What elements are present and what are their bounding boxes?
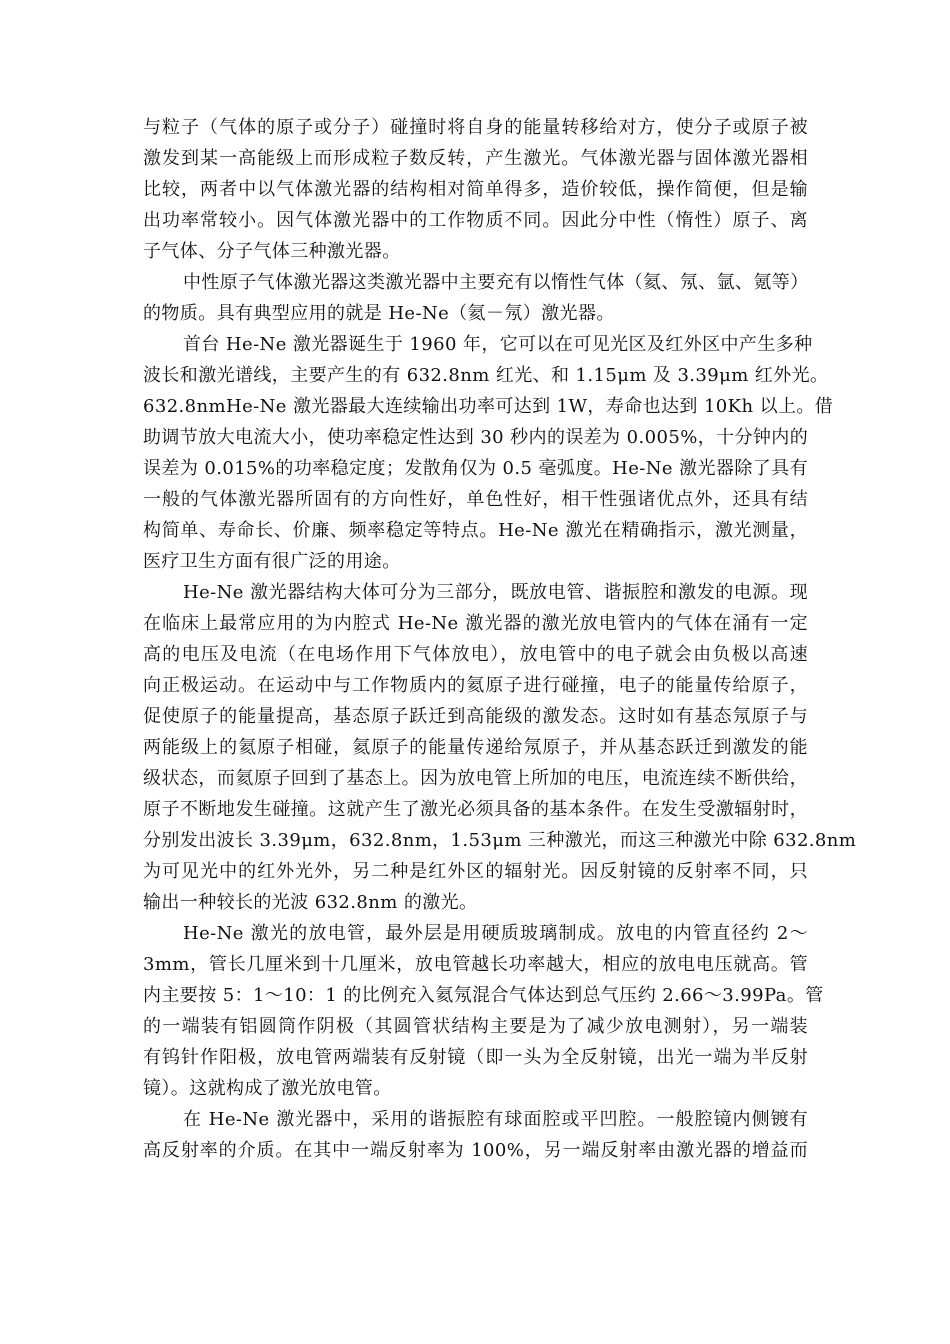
paragraph-first-he-ne-laser <box>143 329 834 577</box>
text-line: 在临床上最常应用的为内腔式 He-Ne 激光器的激光放电管内的气体在涌有一定 <box>143 613 808 634</box>
text-line: 子气体、分子气体三种激光器。 <box>143 241 401 262</box>
text-line: 的物质。具有典型应用的就是 He-Ne（氦－氖）激光器。 <box>143 303 615 324</box>
text-line: 构简单、寿命长、价廉、频率稳定等特点。He-Ne 激光在精确指示，激光测量， <box>143 520 808 541</box>
text-line: 波长和激光谱线，主要产生的有 632.8nm 红光、和 1.15μm 及 3.39μm 红外光。 <box>143 365 829 386</box>
document-body <box>143 112 857 1166</box>
paragraph-discharge-tube <box>143 918 824 1104</box>
text-line: 为可见光中的红外光外，另二种是红外区的辐射光。因反射镜的反射率不同，只 <box>143 861 808 882</box>
text-line: 输出一种较长的光波 632.8nm 的激光。 <box>143 892 478 913</box>
text-line: 出功率常较小。因气体激光器中的工作物质不同。因此分中性（惰性）原子、离 <box>143 210 808 231</box>
text-line: 有钨针作阳极，放电管两端装有反射镜（即一头为全反射镜，出光一端为半反射 <box>143 1047 808 1068</box>
text-line: 632.8nmHe-Ne 激光器最大连续输出功率可达到 1W，寿命也达到 10Kh 以上。借 <box>143 396 834 417</box>
text-line: 助调节放大电流大小，使功率稳定性达到 30 秒内的误差为 0.005%，十分钟内的 <box>143 427 809 448</box>
text-line: 镜）。这就构成了激光放电管。 <box>143 1078 392 1099</box>
paragraph-gas-laser-intro <box>143 112 808 267</box>
text-line: 中性原子气体激光器这类激光器中主要充有以惰性气体（氦、氖、氩、氪等） <box>183 272 809 293</box>
text-line: 高反射率的介质。在其中一端反射率为 100%，另一端反射率由激光器的增益而 <box>143 1140 808 1161</box>
text-line: 在 He-Ne 激光器中，采用的谐振腔有球面腔或平凹腔。一般腔镜内侧镀有 <box>183 1109 808 1130</box>
text-line: 两能级上的氦原子相碰，氦原子的能量传递给氖原子，并从基态跃迁到激发的能 <box>143 737 808 758</box>
text-line: 激发到某一高能级上而形成粒子数反转，产生激光。气体激光器与固体激光器相 <box>143 148 808 169</box>
text-line: 误差为 0.015%的功率稳定度；发散角仅为 0.5 毫弧度。He-Ne 激光器除了具有 <box>143 458 808 479</box>
text-line: 比较，两者中以气体激光器的结构相对简单得多，造价较低，操作简便，但是输 <box>143 179 808 200</box>
text-line: He-Ne 激光的放电管，最外层是用硬质玻璃制成。放电的内管直径约 2～ <box>183 923 808 944</box>
text-line: He-Ne 激光器结构大体可分为三部分，既放电管、谐振腔和激发的电源。现 <box>183 582 808 603</box>
text-line: 高的电压及电流（在电场作用下气体放电），放电管中的电子就会由负极以高速 <box>143 644 808 665</box>
text-line: 医疗卫生方面有很广泛的用途。 <box>143 551 401 572</box>
text-line: 内主要按 5：1～10：1 的比例充入氦氖混合气体达到总气压约 2.66～3.99Pa。管 <box>143 985 824 1006</box>
paragraph-neutral-atom-laser <box>143 267 808 329</box>
text-line: 原子不断地发生碰撞。这就产生了激光必须具备的基本条件。在发生受激辐射时， <box>143 799 808 820</box>
text-line: 与粒子（气体的原子或分子）碰撞时将自身的能量转移给对方，使分子或原子被 <box>143 117 808 138</box>
text-line: 促使原子的能量提高，基态原子跃迁到高能级的激发态。这时如有基态氖原子与 <box>143 706 808 727</box>
text-line: 级状态，而氦原子回到了基态上。因为放电管上所加的电压，电流连续不断供给， <box>143 768 808 789</box>
text-line: 一般的气体激光器所固有的方向性好，单色性好，相干性强诸优点外，还具有结 <box>143 489 808 510</box>
paragraph-resonator <box>143 1104 808 1166</box>
text-line: 首台 He-Ne 激光器诞生于 1960 年，它可以在可见光区及红外区中产生多种 <box>183 334 813 355</box>
text-line: 分别发出波长 3.39μm，632.8nm，1.53μm 三种激光，而这三种激光中除 632.8nm <box>143 830 857 851</box>
text-line: 的一端装有铝圆筒作阴极（其圆管状结构主要是为了减少放电测射），另一端装 <box>143 1016 808 1037</box>
text-line: 向正极运动。在运动中与工作物质内的氦原子进行碰撞，电子的能量传给原子， <box>143 675 808 696</box>
paragraph-he-ne-structure <box>143 577 857 918</box>
text-line: 3mm，管长几厘米到十几厘米，放电管越长功率越大，相应的放电电压就高。管 <box>143 954 808 975</box>
